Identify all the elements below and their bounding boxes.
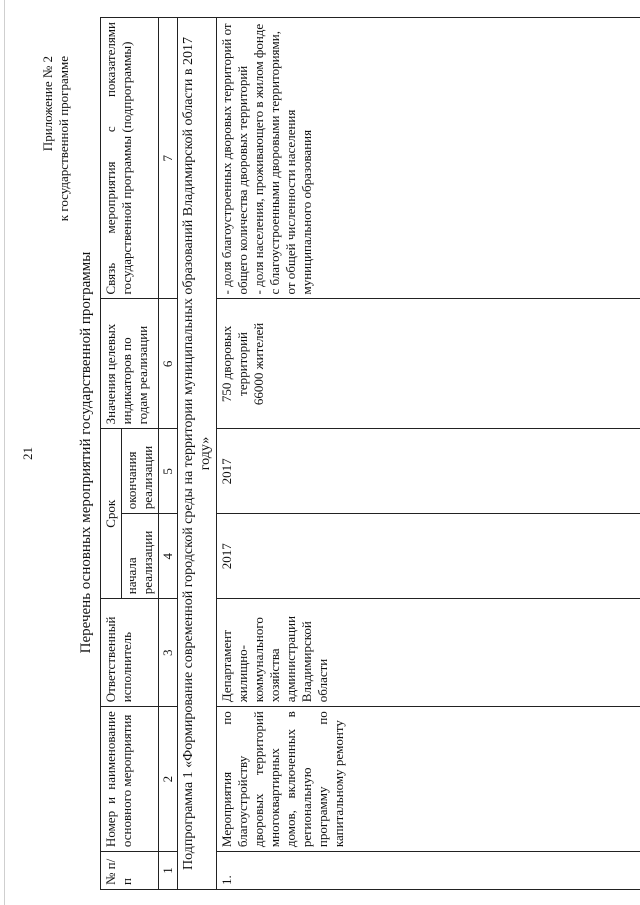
column-number: 1 (159, 852, 178, 890)
column-number: 4 (159, 514, 178, 599)
page-number: 21 (20, 447, 35, 460)
header-name: Номер и наименование основного мероприятия (101, 707, 159, 852)
row-start-year: 2017 (217, 514, 640, 599)
indicator-yards: 750 дворовых территорий (219, 325, 250, 403)
header-row-1 (101, 18, 122, 890)
row-measure-name: Мероприятия по благоустройству дворовых территорий многоквартирных домов, включенных в региональную программу по капитальному ремонту (217, 707, 640, 852)
row-end-year: 2017 (217, 429, 640, 514)
row-indicators (217, 299, 640, 429)
document-title: Перечень основных мероприятий государственной программы (78, 251, 94, 654)
header-start: начала реализации (122, 514, 159, 599)
header-indicators: Значения целевых индикаторов по годам реализации (101, 299, 159, 429)
subprogram-row (178, 18, 217, 890)
column-number: 6 (159, 299, 178, 429)
header-link: Связь мероприятия с показателями государственной программы (подпрограммы) (101, 18, 159, 300)
header-no: № п/п (101, 852, 159, 890)
column-number: 7 (159, 18, 178, 300)
indicator-residents: 66000 жителей (251, 322, 266, 406)
appendix-line-1: Приложение № 2 (40, 56, 55, 152)
header-term: Срок (101, 429, 122, 599)
measures-table (100, 17, 640, 890)
column-number: 2 (159, 707, 178, 852)
column-number-row (159, 18, 178, 890)
link-item-population-share: - доля населения, проживающего в жилом фонде с благоустроенными дворовыми территориями, от общей численности населения муниципального образования (251, 23, 314, 295)
link-item-yards-share: - доля благоустроенных дворовых территорий от общего количества дворовых территорий (219, 23, 250, 295)
subprogram-title: Подпрограмма 1 «Формирование современной городской среды на территории муниципальных образований Владимирской области в 2017 году» (178, 18, 217, 890)
column-number: 5 (159, 429, 178, 514)
column-number: 3 (159, 599, 178, 707)
row-link (217, 18, 640, 300)
appendix-line-2: к государственной программе (56, 56, 71, 222)
row-number: 1. (217, 852, 640, 890)
header-executor: Ответственный исполнитель (101, 599, 159, 707)
scan-edge-top (4, 0, 5, 905)
header-end: окончания реализации (122, 429, 159, 514)
appendix-note (40, 56, 72, 221)
table-row (217, 18, 640, 890)
row-executor: Департамент жилищно-коммунального хозяйства администрации Владимирской области (217, 599, 640, 707)
